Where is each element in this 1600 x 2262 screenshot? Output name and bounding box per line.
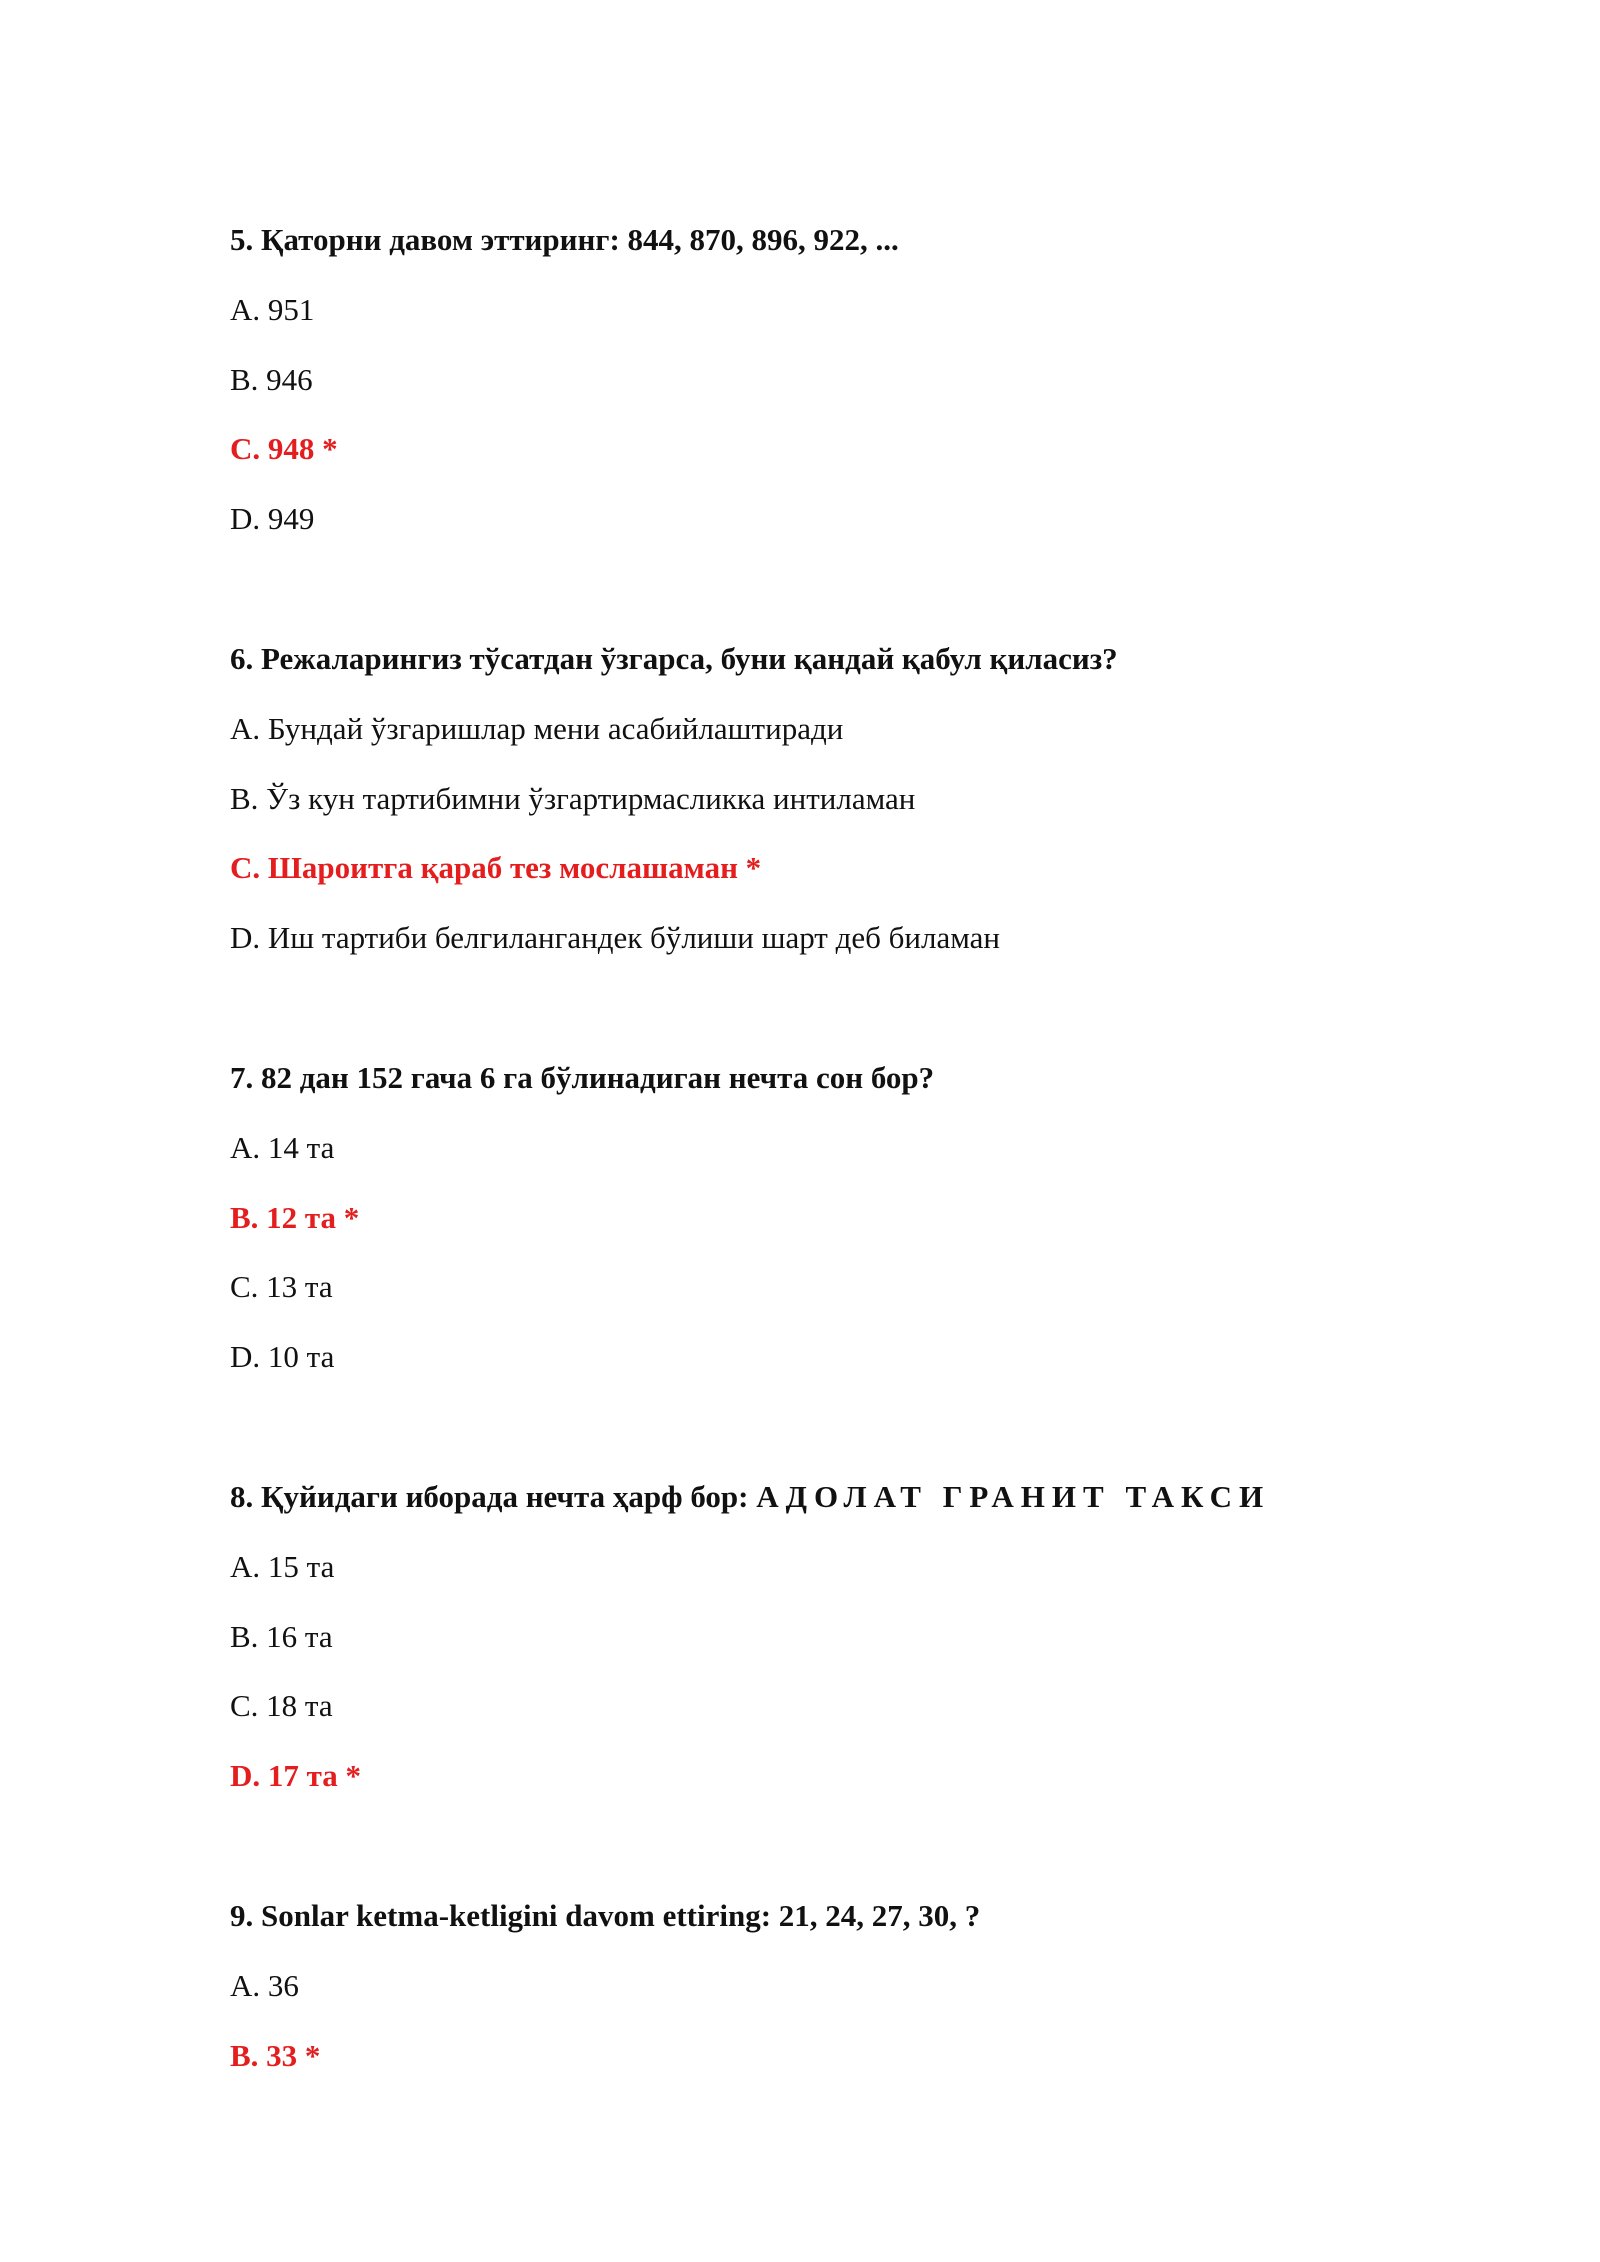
option-c: C. 18 та bbox=[230, 1688, 333, 1723]
option-c: C. 13 та bbox=[230, 1269, 333, 1304]
option-d: D. 949 bbox=[230, 501, 315, 536]
option-a: A. 14 та bbox=[230, 1130, 335, 1165]
letter-phrase: АДОЛАТ ГРАНИТ ТАКСИ bbox=[756, 1479, 1271, 1514]
option-a: A. 36 bbox=[230, 1968, 299, 2003]
option-d: D. Иш тартиби белгилангандек бўлиши шарт деб биламан bbox=[230, 920, 1001, 955]
option-c-correct: C. Шароитга қараб тез мослашаман * bbox=[230, 850, 762, 885]
question-text bbox=[230, 1479, 1270, 1515]
option-a: A. 15 та bbox=[230, 1549, 335, 1584]
option-b: B. 946 bbox=[230, 362, 313, 397]
question-text: 7. 82 дан 152 гача 6 га бўлинадиган нечта сон бор? bbox=[230, 1060, 935, 1095]
question-prompt: 8. Қуйидаги иборада нечта ҳарф бор: bbox=[230, 1479, 757, 1514]
question-text: 9. Sonlar ketma-ketligini davom ettiring: 21, 24, 27, 30, ? bbox=[230, 1898, 981, 1933]
option-a: A. Бундай ўзгаришлар мени асабийлаштиради bbox=[230, 711, 844, 746]
option-d-correct: D. 17 та * bbox=[230, 1758, 361, 1793]
option-b: B. 16 та bbox=[230, 1619, 333, 1654]
question-text: 5. Қаторни давом эттиринг: 844, 870, 896, 922, ... bbox=[230, 222, 899, 257]
option-b-correct: B. 33 * bbox=[230, 2038, 321, 2073]
question-text: 6. Режаларингиз тўсатдан ўзгарса, буни қандай қабул қиласиз? bbox=[230, 641, 1118, 676]
option-a: A. 951 bbox=[230, 292, 315, 327]
option-b: B. Ўз кун тартибимни ўзгартирмасликка интиламан bbox=[230, 781, 916, 816]
option-c-correct: C. 948 * bbox=[230, 431, 338, 466]
option-d: D. 10 та bbox=[230, 1339, 335, 1374]
option-b-correct: B. 12 та * bbox=[230, 1200, 360, 1235]
